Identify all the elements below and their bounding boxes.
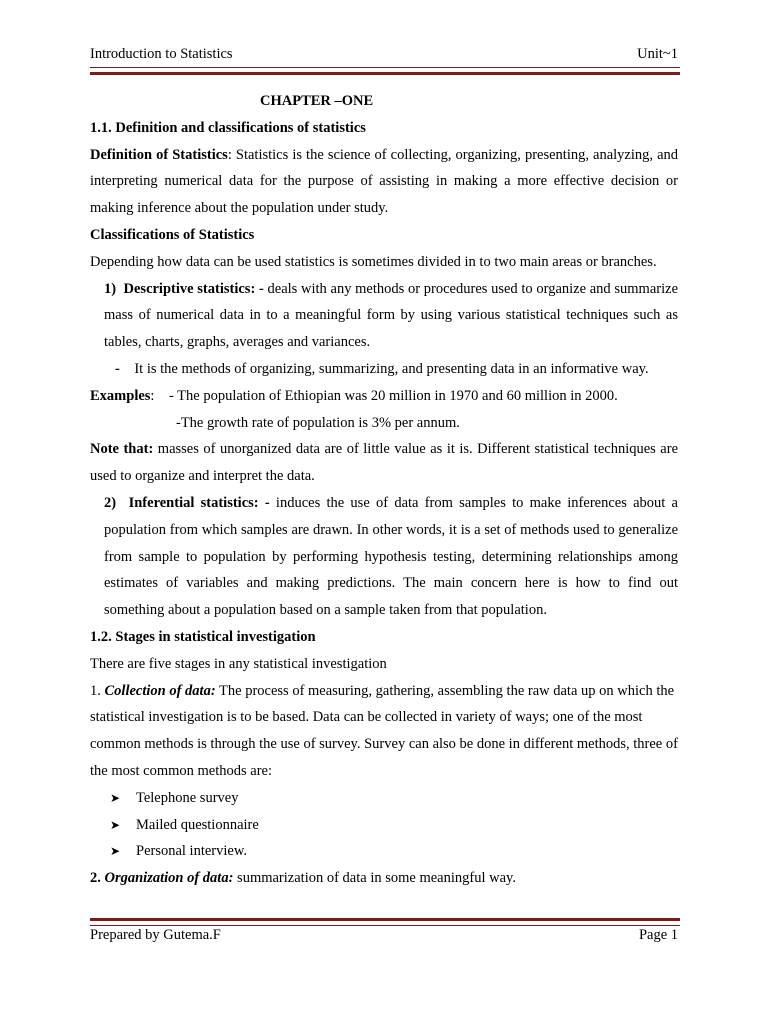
- chapter-title: CHAPTER –ONE: [260, 93, 374, 109]
- inferential-paragraph: [90, 490, 678, 624]
- organization-text: summarization of data in some meaningful way.: [233, 870, 516, 887]
- footer-rule: [90, 918, 680, 926]
- list-item: [90, 838, 678, 865]
- collection-paragraph: [90, 678, 678, 785]
- page-footer: [90, 927, 678, 944]
- page-content: [90, 88, 678, 892]
- note-paragraph: [90, 436, 678, 490]
- definition-paragraph: [90, 142, 678, 222]
- organization-num: 2.: [90, 870, 101, 887]
- classifications-intro: Depending how data can be used statistics is sometimes divided in to two main areas or branches.: [90, 253, 657, 270]
- examples-label: Examples: [90, 387, 151, 404]
- collection-label: Collection of data:: [104, 682, 216, 699]
- inferential-num: 2): [104, 494, 117, 511]
- descriptive-text: deals with any methods or procedures used to organize and summarize mass of numerical data in to a meaningful form by using various statistical techniques such as tables, charts, graphs, averages and variances.: [104, 280, 679, 351]
- descriptive-label: Descriptive statistics: -: [123, 280, 264, 297]
- section-heading-1-1: 1.1. Definition and classifications of statistics: [90, 119, 366, 136]
- example-1: - The population of Ethiopian was 20 million in 1970 and 60 million in 2000.: [168, 387, 618, 404]
- classifications-heading: Classifications of Statistics: [90, 226, 255, 243]
- note-text: masses of unorganized data are of little value as it is. Different statistical techniques are used to organize and interpret the data.: [90, 441, 678, 485]
- organization-paragraph: [90, 865, 678, 892]
- method-telephone: Telephone survey: [136, 789, 239, 806]
- definition-text: : Statistics is the science of collecting, organizing, presenting, analyzing, and interpreting numerical data for the purpose of assisting in making a more effective decision or making inference about the population under study.: [90, 146, 679, 217]
- dash-text: It is the methods of organizing, summarizing, and presenting data in an informative way.: [134, 360, 649, 377]
- header-unit: Unit~1: [637, 46, 678, 62]
- method-personal: Personal interview.: [136, 843, 248, 860]
- collection-num: 1.: [90, 682, 101, 699]
- collection-text: The process of measuring, gathering, assembling the raw data up on which the statistical investigation is to be based. Data can be collected in variety of ways; one of the most common methods is through the use of survey. Survey can also be done in different methods, three of the most common methods are:: [90, 682, 678, 779]
- stages-intro: There are five stages in any statistical investigation: [90, 655, 387, 672]
- descriptive-paragraph: [90, 276, 678, 356]
- examples-colon: :: [150, 387, 155, 404]
- arrow-bullet-icon: ➤: [110, 844, 121, 859]
- header-title: Introduction to Statistics: [90, 46, 233, 62]
- inferential-label: Inferential statistics: -: [128, 494, 270, 511]
- page-number: Page 1: [638, 927, 678, 943]
- footer-author: Prepared by Gutema.F: [90, 927, 221, 943]
- header-rule: [90, 67, 680, 75]
- example-2: -The growth rate of population is 3% per annum.: [176, 414, 460, 431]
- list-item: [90, 785, 678, 812]
- descriptive-num: 1): [104, 280, 117, 297]
- inferential-text: induces the use of data from samples to make inferences about a population from which samples are drawn. In other words, it is a set of methods used to generalize from sample to population by performing hypothesis testing, determining relationships among estimates of variables and making predictions. The main concern here is how to find out something about a population based on a sample taken from that population.: [104, 494, 678, 619]
- note-label: Note that:: [90, 441, 154, 458]
- list-item: [90, 812, 678, 839]
- definition-label: Definition of Statistics: [90, 146, 228, 163]
- arrow-bullet-icon: ➤: [110, 817, 121, 832]
- descriptive-dash-item: [90, 356, 678, 383]
- examples-line: [90, 383, 678, 410]
- dash-marker: -: [115, 360, 120, 377]
- organization-label: Organization of data:: [104, 870, 234, 887]
- page-header: [90, 46, 678, 63]
- arrow-bullet-icon: ➤: [110, 790, 121, 805]
- method-mailed: Mailed questionnaire: [136, 816, 259, 833]
- section-heading-1-2: 1.2. Stages in statistical investigation: [90, 628, 316, 645]
